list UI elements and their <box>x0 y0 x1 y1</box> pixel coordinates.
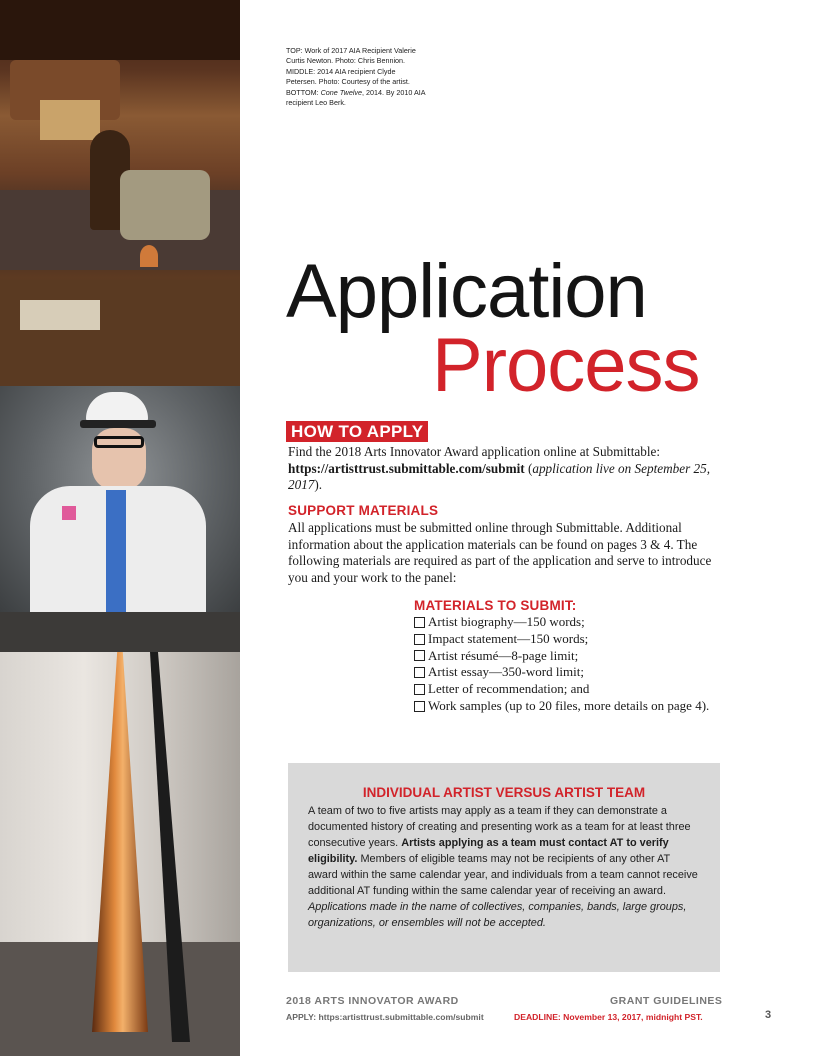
list-item-label: Artist résumé—8-page limit; <box>428 647 579 663</box>
how-text-1: Find the 2018 Arts Innovator Award application online at Submittable: <box>288 444 661 459</box>
caption-italic: Cone Twelve <box>320 87 363 97</box>
list-item-label: Impact statement—150 words; <box>428 630 589 646</box>
team-text-1: A team of two to five artists may apply as a team if they can demonstrate a documented history of creating and presenting work as a team for at least three consecutive years. <box>308 805 691 849</box>
checkbox-icon <box>414 617 425 628</box>
checkbox-icon <box>414 667 425 678</box>
page-title-line1: Application <box>286 249 647 334</box>
submittable-link[interactable]: https://artisttrust.submittable.com/submit <box>288 460 525 476</box>
team-box-heading: INDIVIDUAL ARTIST VERSUS ARTIST TEAM <box>362 785 646 800</box>
footer-apply-link[interactable]: APPLY: https:artisttrust.submittable.com/submit <box>286 1012 484 1022</box>
footer-guidelines-title: GRANT GUIDELINES <box>610 995 723 1007</box>
checkbox-icon <box>414 684 425 695</box>
how-text-3: ). <box>314 477 323 492</box>
checkbox-icon <box>414 650 425 661</box>
list-item <box>414 664 709 681</box>
list-item-label: Letter of recommendation; and <box>428 681 590 697</box>
team-text-2: Members of eligible teams may not be recipients of any other AT award within the same calendar year, and individuals from a team cannot receive additional AT funding within the same calendar year of receiving an award. <box>308 853 698 897</box>
list-item-label: Artist essay—350-word limit; <box>428 664 584 680</box>
materials-list <box>414 614 709 715</box>
support-materials-heading: SUPPORT MATERIALS <box>288 503 439 518</box>
list-item <box>414 614 709 631</box>
footer-deadline: DEADLINE: November 13, 2017, midnight PST. <box>514 1012 703 1022</box>
team-italic: Applications made in the name of collectives, companies, bands, large groups, organizations, or ensembles will not be accepted. <box>308 901 687 929</box>
page-number: 3 <box>765 1009 772 1021</box>
photo-sculpture <box>0 612 240 1056</box>
how-italic: application live on September 25, 2017 <box>288 460 710 492</box>
photo-caption <box>286 46 426 108</box>
page-title-line2: Process <box>432 323 700 408</box>
list-item <box>414 648 709 665</box>
photo-portrait <box>0 386 240 612</box>
list-item-label: Artist biography—150 words; <box>428 614 585 629</box>
team-box-body <box>308 803 702 931</box>
list-item <box>414 631 709 648</box>
support-materials-body: All applications must be submitted online through Submittable. Additional information about the application materials can be found on pages 3 & 4. The following materials are required as part of the application and serve to introduce you and your work to the panel: <box>288 520 712 585</box>
materials-heading: MATERIALS TO SUBMIT: <box>414 598 577 613</box>
caption-text-1: TOP: Work of 2017 AIA Recipient Valerie Curtis Newton. Photo: Chris Bennion. MIDDLE: 2014 AIA recipient Clyde Petersen. Photo: Courtesy of the artist. BOTTOM: <box>286 46 416 97</box>
list-item <box>414 698 709 715</box>
caption-text-2: , 2014. By 2010 AIA recipient Leo Berk. <box>286 87 426 108</box>
photo-stage-set <box>0 0 240 386</box>
checkbox-icon <box>414 634 425 645</box>
list-item-label: Work samples (up to 20 files, more details on page 4). <box>428 697 710 713</box>
how-to-apply-body <box>288 444 738 494</box>
checkbox-icon <box>414 701 425 712</box>
how-to-apply-label: HOW TO APPLY <box>286 421 428 442</box>
team-bold: Artists applying as a team must contact AT to verify eligibility. <box>308 837 669 865</box>
how-text-2: ( <box>524 460 533 476</box>
team-info-box <box>288 763 720 972</box>
list-item <box>414 681 709 698</box>
footer-award-title: 2018 ARTS INNOVATOR AWARD <box>286 995 459 1007</box>
